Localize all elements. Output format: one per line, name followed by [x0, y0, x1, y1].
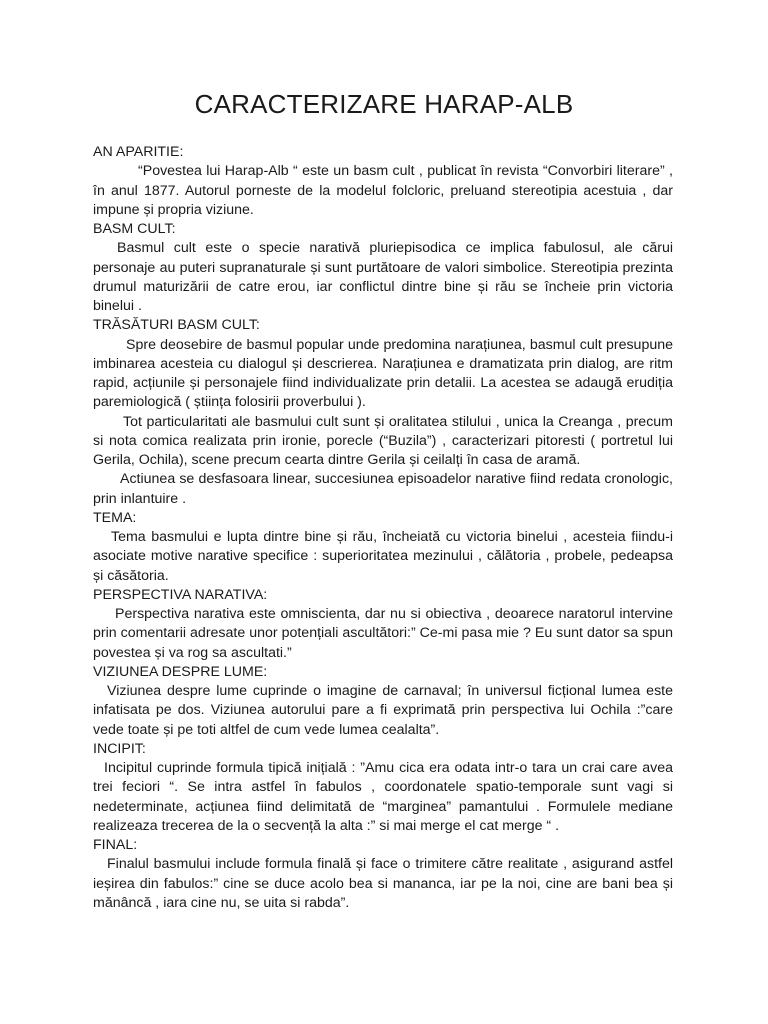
section-heading-perspectiva-narativa: PERSPECTIVA NARATIVA: [93, 586, 268, 603]
section-heading-an-aparitie: AN APARITIE: [93, 144, 184, 160]
paragraph-trasaturi-2: Tot particularitati ale basmului cult sunt și oralitatea stilului , unica la Creanga , precum si nota comica realizata prin ironie, porecle (“Buzila”) , caracterizari pitoresti ( portretul lui Gerila, Ochila), scene precum cearta dintre Gerila și ceilalți în casa de aramă. [93, 413, 673, 468]
paragraph-trasaturi-3: Actiunea se desfasoara linear, succesiunea episoadelor narative fiind redata cronologic, prin inlantuire . [93, 471, 673, 507]
document-body [93, 143, 673, 913]
paragraph-basm-cult: Basmul cult este o specie narativă pluriepisodica ce implica fabulosul, ale cărui personaje au puteri supranaturale și sunt purtătoare de valori simbolice. Stereotipia prezinta drumul maturizării de catre erou, iar conflictul dintre bine și rău se încheie prin victoria binelui . [93, 240, 673, 314]
paragraph-viziunea-despre-lume: Viziunea despre lume cuprinde o imagine de carnaval; în universul ficțional lumea este infatisata pe dos. Viziunea autorului pare a fi exprimată prin perspectiva lui Ochila :”care vede toate și pe toti altfel de cum vede lumea cealalta”. [93, 683, 673, 738]
paragraph-incipit: Incipitul cuprinde formula tipică inițială : ”Amu cica era odata intr-o tara un crai care avea trei feciori “. Se intra astfel în fabulos , coordonatele spatio-temporale sunt vagi si nedeterminate, acțiunea fiind delimitată de “marginea” pamantului . Formulele mediane realizeaza trecerea de la o secvență la alta :” si mai merge el cat merge “ . [93, 760, 673, 834]
paragraph-perspectiva-narativa: Perspectiva narativa este omniscienta, dar nu si obiectiva , deoarece naratorul intervine prin comentarii adresate unor potențiali ascultători:” Ce-mi pasa mie ? Eu sunt dator sa spun povestea și va rog sa ascultati.” [93, 606, 673, 661]
page-title: CARACTERIZARE HARAP-ALB [194, 89, 574, 119]
paragraph-final: Finalul basmului include formula finală și face o trimitere către realitate , asigurand astfel ieșirea din fabulos:” cine se duce acolo bea si mananca, iar pe la noi, cine are bani bea și mănâncă , iara cine nu, se uita si rabda”. [93, 856, 673, 911]
section-heading-tema: TEMA: [93, 509, 137, 526]
section-heading-viziunea-despre-lume: VIZIUNEA DESPRE LUME: [93, 663, 268, 680]
section-heading-final: FINAL: [93, 837, 138, 853]
section-heading-basm-cult: BASM CULT: [93, 221, 176, 237]
section-heading-incipit: INCIPIT: [93, 740, 146, 757]
paragraph-tema: Tema basmului e lupta dintre bine și rău, încheiată cu victoria binelui , acesteia fiindu-i asociate motive narative specifice : superioritatea mezinului , călătoria , probele, pedeapsa și căsătoria. [93, 529, 673, 584]
paragraph-trasaturi-1: Spre deosebire de basmul popular unde predomina narațiunea, basmul cult presupune imbinarea acesteia cu dialogul și descrierea. Narațiunea e dramatizata prin dialog, are ritm rapid, acțiunile și personajele fiind individualizate prin detalii. La acestea se adaugă erudiția paremiologică ( știința folosirii proverbului ). [93, 336, 673, 411]
section-heading-trasaturi-basm-cult: TRĂSĂTURI BASM CULT: [93, 317, 260, 334]
paragraph-an-aparitie: “Povestea lui Harap-Alb “ este un basm cult , publicat în revista “Convorbiri literare” , în anul 1877. Autorul porneste de la modelul folcloric, preluand stereotipia acestuia , dar impune și propria viziune. [93, 163, 673, 218]
